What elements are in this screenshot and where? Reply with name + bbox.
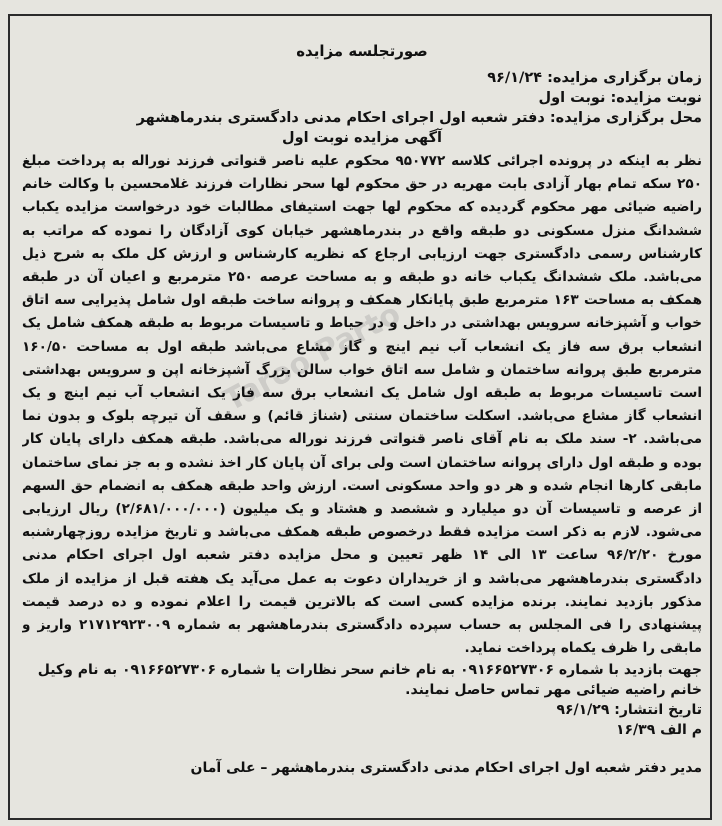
- signature-line: مدیر دفتر شعبه اول اجرای احکام مدنی دادگستری بندرماهشهر – علی آمان: [190, 760, 702, 777]
- watermark: Taroo Parto: [218, 296, 407, 419]
- publish-date: تاریخ انتشار: ۹۶/۱/۲۹: [556, 702, 702, 719]
- auction-date: زمان برگزاری مزایده: ۹۶/۱/۲۴: [487, 70, 702, 86]
- auction-venue: محل برگزاری مزایده: دفتر شعبه اول اجرای احکام مدنی دادگستری بندرماهشهر: [136, 110, 702, 126]
- document-title: صورتجلسه مزایده: [296, 42, 428, 60]
- notice-body: نظر به اینکه در پرونده اجرائی کلاسه ۹۵۰۷۷۲ محکوم علیه ناصر قنواتی فرزند نوراله به پرداخت مبلغ ۲۵۰ سکه تمام بهار آزادی بابت مهریه در حق محکوم لها سحر نظارات فرزند غلامحسین با وکالت خانم راضیه ضیائی مهر محکوم گردیده که محکوم لها جهت استیفای مطالبات خود درخواست مزایده یکباب ششدانگ منزل مسکونی دو طبقه واقع در بندرماهشهر خیابان کوی آزادگان را نموده که مراتب به کارشناس رسمی دادگستری جهت ارزیابی ارجاع که نظریه کارشناس و ارزش کل ملک به شرح ذیل می‌باشد. ملک ششدانگ یکباب خانه دو طبقه و به مساحت عرصه ۲۵۰ مترمربع و اعیان آن در طبقه همکف به مساحت ۱۶۳ مترمربع طبق پایانکار همکف و پروانه ساخت طبقه اول شامل پذیرایی سه اتاق خواب و آشپزخانه سرویس بهداشتی در داخل و در حیاط و تاسیسات مربوط به طبقه همکف شامل یک انشعاب برق سه فاز یک انشعاب آب نیم اینچ و گاز مشاع می‌باشد طبقه اول به مساحت ۱۶۰/۵۰ مترمربع طبق پروانه ساختمان و شامل سه اتاق خواب سالن بزرگ آشپزخانه اپن و سرویس بهداشتی است تاسیسات مربوط به طبقه اول شامل یک انشعاب برق سه فاز یک انشعاب آب نیم اینچ و یک انشعاب گاز مشاع می‌باشد. اسکلت ساختمان سنتی (شناژ قائم) و سقف آن تیرچه بلوک و بدون نما می‌باشد. ۲- سند ملک به نام آقای ناصر قنواتی فرزند نوراله می‌باشد. طبقه همکف دارای پایان کار بوده و طبقه اول دارای پروانه ساختمان است ولی برای آن پایان کار اخذ نشده و به جز نمای ساختمان مابقی کارها انجام شده و هر دو واحد مسکونی است. ارزش واحد طبقه همکف به انضمام حق السهم از عرصه و تاسیسات آن دو میلیارد و ششصد و هشتاد و یک میلیون (۲/۶۸۱/۰۰۰/۰۰۰) ریال ارزیابی می‌شود. لازم به ذکر است مزایده فقط درخصوص طبقه همکف می‌باشد و تاریخ مزایده روزچهارشنبه مورخ ۹۶/۲/۲۰ ساعت ۱۳ الی ۱۴ ظهر تعیین و محل مزایده دفتر شعبه اول اجرای احکام مدنی دادگستری بندرماهشهر می‌باشد و از خریداران دعوت به عمل می‌آید یک هفته قبل از مزایده از ملک مذکور بازدید نمایند. برنده مزایده کسی است که بالاترین قیمت را اعلام نموده و ده درصد قیمت پیشنهادی را فی المجلس به حساب سپرده دادگستری بندرماهشهر به شماره ۲۱۷۱۲۹۲۳۰۰۹ واریز و مابقی را ظرف یکماه پرداخت نماید.: [22, 153, 702, 657]
- auction-round: نوبت مزایده: نوبت اول: [538, 90, 702, 106]
- notice-title: آگهی مزایده نوبت اول: [281, 130, 443, 146]
- spacer: [22, 740, 702, 758]
- reference-code: م الف ۱۶/۳۹: [615, 722, 702, 739]
- document: [22, 40, 702, 820]
- visit-contact: جهت بازدید با شماره ۰۹۱۶۶۵۲۷۳۰۶ به نام خانم سحر نظارات یا شماره ۰۹۱۶۶۵۲۷۳۰۶ به نام وکیل خانم راضیه ضیائی مهر تماس حاصل نمایند.: [37, 662, 702, 699]
